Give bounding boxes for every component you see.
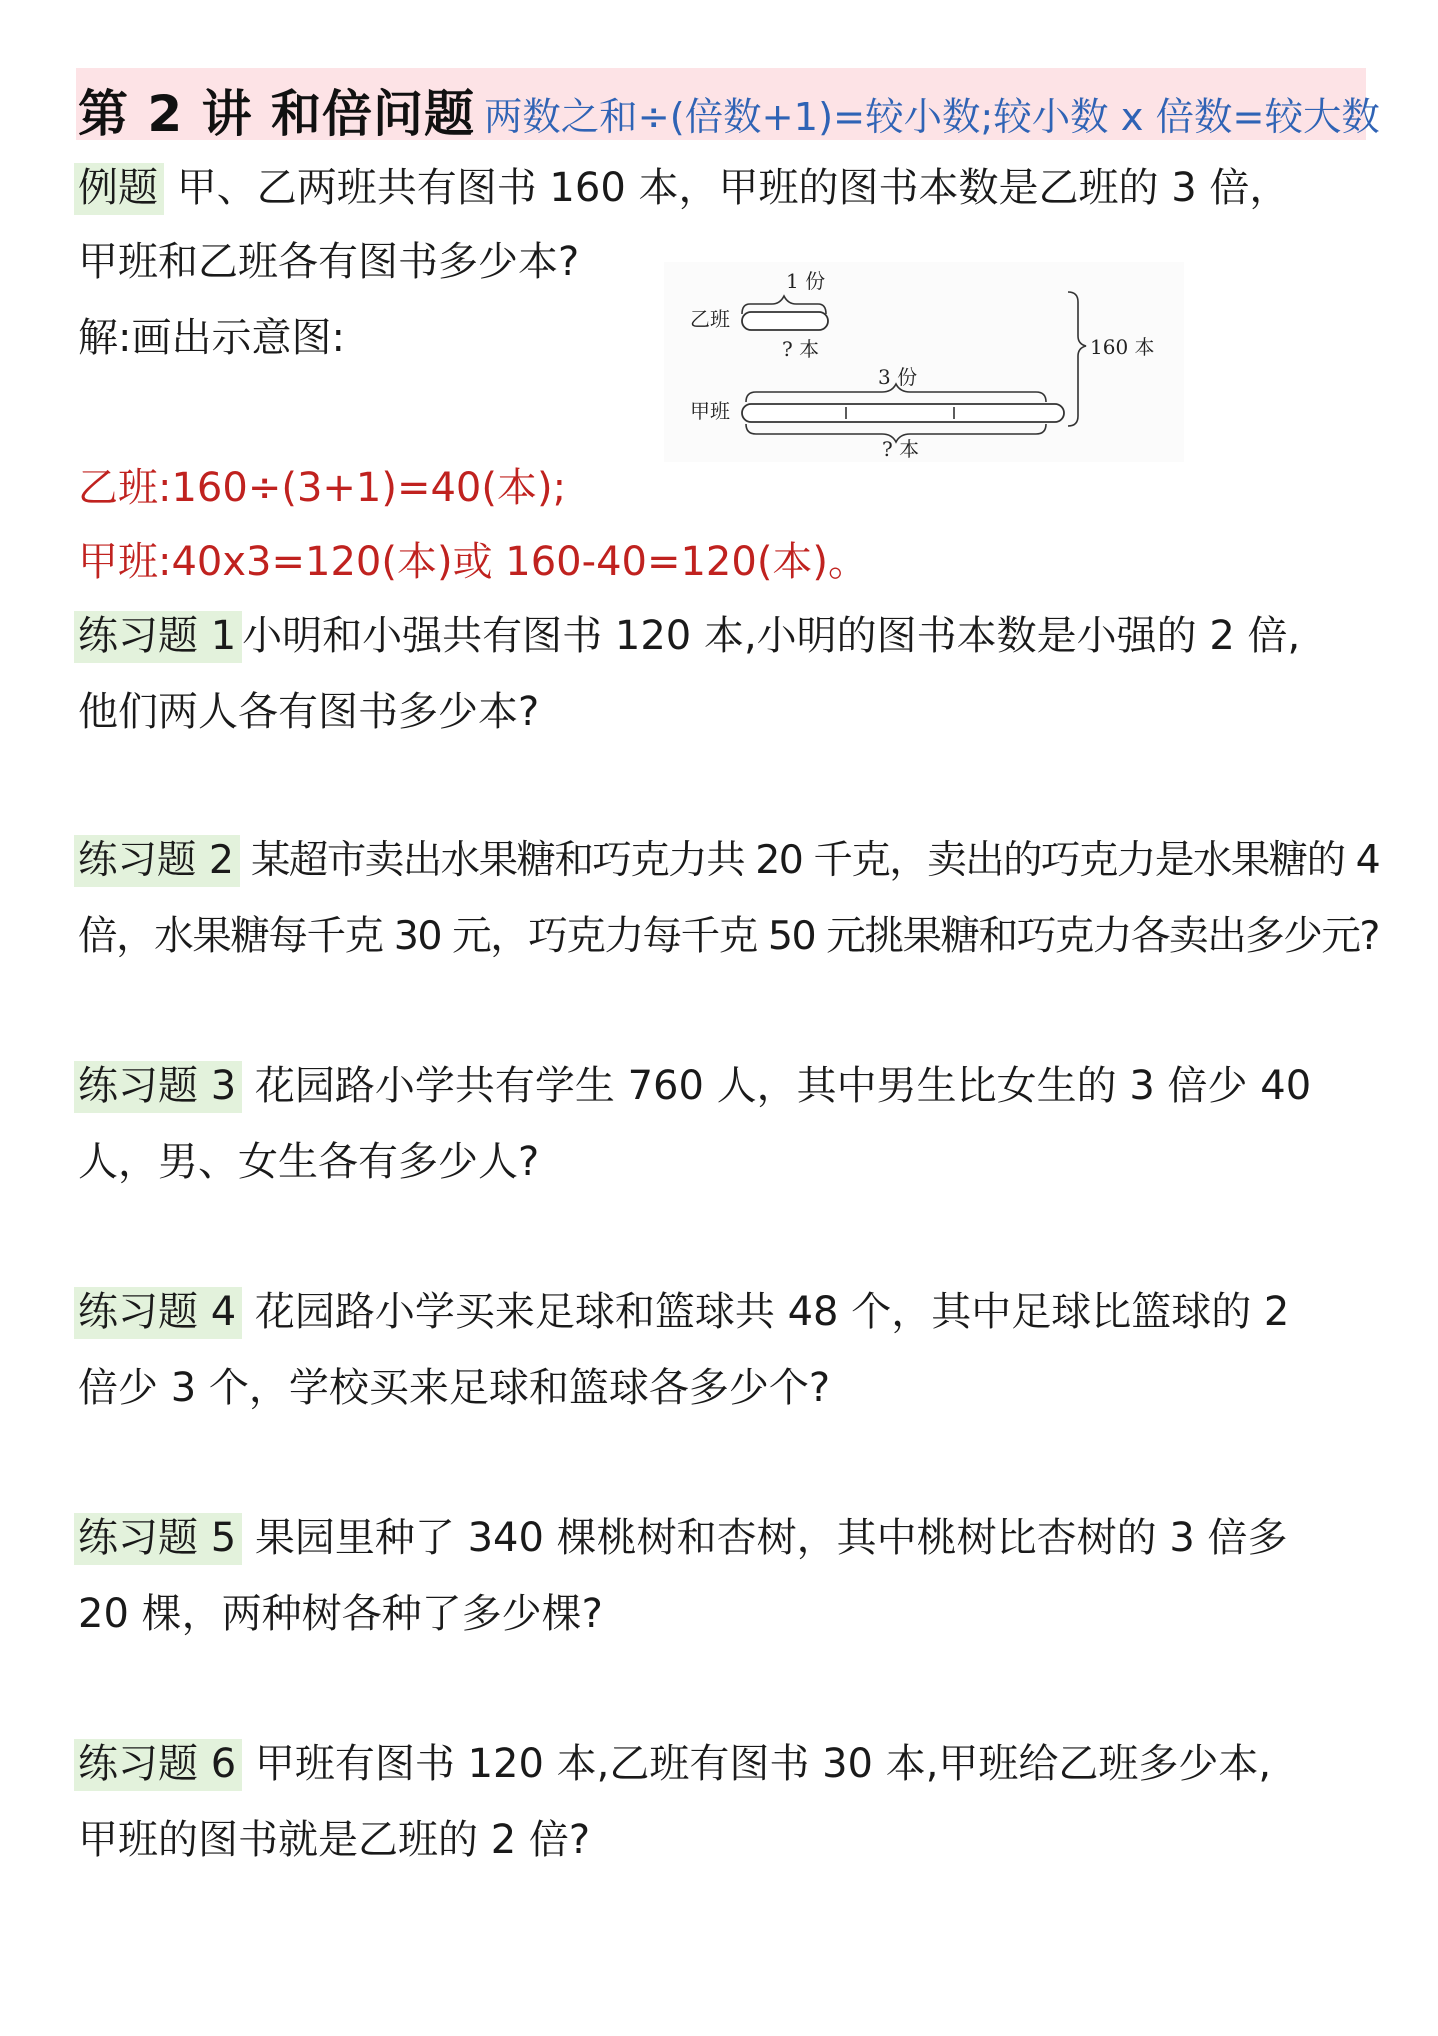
exercise-6-line-2: 甲班的图书就是乙班的 2 倍? (78, 1817, 591, 1863)
example-line-2: 甲班和乙班各有图书多少本? (78, 239, 580, 285)
exercise-2-text-1: 某超市卖出水果糖和巧克力共 20 千克，卖出的巧克力是水果糖的 4 (239, 837, 1380, 883)
answer-line-1: 乙班:160÷(3+1)=40(本); (78, 465, 567, 511)
exercise-1-line-1 (78, 610, 1300, 662)
exercise-3-label: 练习题 3 (74, 1061, 242, 1113)
example-line-1 (78, 162, 1289, 214)
exercise-6-line-1 (78, 1738, 1271, 1790)
exercise-4-line-2: 倍少 3 个，学校买来足球和篮球各多少个? (78, 1365, 831, 1411)
exercise-1-line-2: 他们两人各有图书多少本? (78, 689, 540, 735)
exercise-5-label: 练习题 5 (74, 1513, 242, 1565)
row2-top-label: 3 份 (878, 365, 918, 389)
exercise-4-label: 练习题 4 (74, 1287, 242, 1339)
exercise-2-line-1 (78, 834, 1379, 886)
answer-line-2: 甲班:40x3=120(本)或 160-40=120(本)。 (78, 539, 869, 585)
solution-intro: 解:画出示意图: (78, 315, 345, 361)
total-label: 160 本 (1090, 335, 1155, 359)
exercise-5-text-1: 果园里种了 340 棵桃树和杏树，其中桃树比杏树的 3 倍多 (242, 1515, 1288, 1561)
exercise-1-text-1: 小明和小强共有图书 120 本,小明的图书本数是小强的 2 倍, (242, 613, 1301, 659)
exercise-4-text-1: 花园路小学买来足球和篮球共 48 个，其中足球比篮球的 2 (242, 1289, 1290, 1335)
row1-bottom-label: ? 本 (782, 337, 820, 361)
row2-bottom-label: ? 本 (882, 437, 920, 461)
row1-label: 乙班 (690, 307, 730, 331)
row2-bar (742, 404, 1064, 422)
exercise-3-line-1 (78, 1060, 1311, 1112)
example-text-1: 甲、乙两班共有图书 160 本，甲班的图书本数是乙班的 3 倍， (164, 165, 1290, 211)
bar-model-diagram (664, 262, 1184, 462)
lesson-formula: 两数之和÷(倍数+1)=较小数;较小数 x 倍数=较大数 (484, 95, 1380, 140)
exercise-5-line-1 (78, 1512, 1288, 1564)
row1-bar (742, 312, 828, 330)
exercise-6-text-1: 甲班有图书 120 本,乙班有图书 30 本,甲班给乙班多少本, (242, 1741, 1272, 1787)
total-brace (1068, 292, 1086, 426)
exercise-1-label: 练习题 1 (74, 611, 242, 663)
exercise-6-label: 练习题 6 (74, 1739, 242, 1791)
exercise-3-text-1: 花园路小学共有学生 760 人，其中男生比女生的 3 倍少 40 (242, 1063, 1312, 1109)
example-label: 例题 (74, 163, 164, 215)
exercise-2-label: 练习题 2 (74, 835, 240, 887)
exercise-4-line-1 (78, 1286, 1289, 1338)
exercise-3-line-2: 人，男、女生各有多少人? (78, 1139, 540, 1185)
lesson-title: 第 2 讲 和倍问题 (78, 85, 476, 143)
exercise-5-line-2: 20 棵，两种树各种了多少棵? (78, 1591, 603, 1637)
row2-label: 甲班 (690, 399, 730, 423)
exercise-2-line-2: 倍，水果糖每千克 30 元，巧克力每千克 50 元挑果糖和巧克力各卖出多少元? (78, 913, 1379, 959)
row1-top-label: 1 份 (786, 269, 826, 293)
